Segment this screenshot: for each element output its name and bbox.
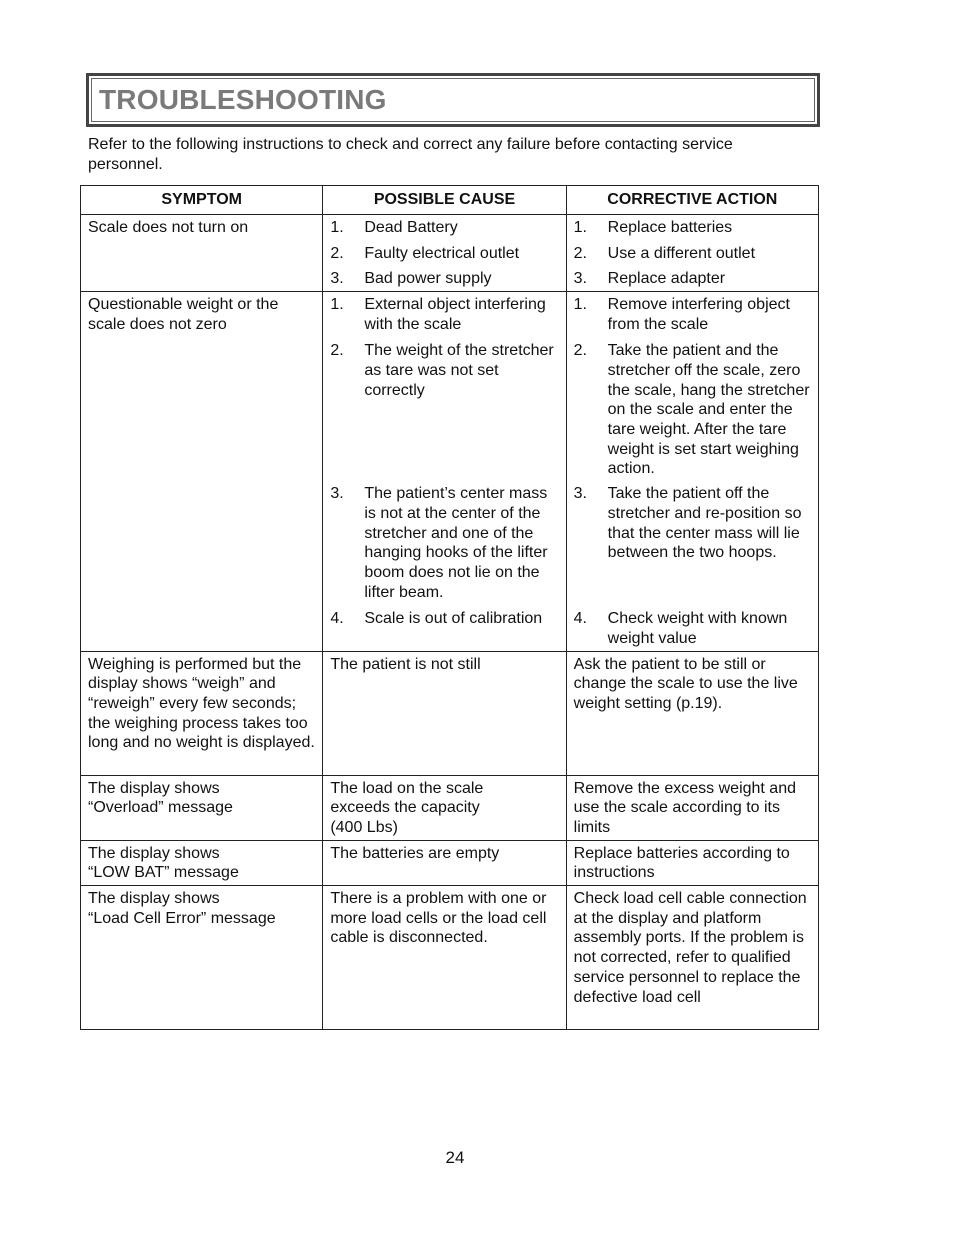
item-text: Bad power supply: [364, 270, 492, 288]
header-corrective-action: CORRECTIVE ACTION: [566, 186, 818, 215]
item-text: The weight of the stretcher as tare was not set correctly: [364, 342, 554, 399]
item-text: Replace batteries: [607, 219, 733, 236]
page-number: 24: [445, 1148, 465, 1167]
item-number: 2.: [573, 342, 587, 360]
item-number: 2.: [330, 244, 344, 262]
list-item: [574, 269, 811, 289]
intro-paragraph: Refer to the following instructions to check and correct any failure before contacting service personnel.: [88, 136, 733, 173]
item-number: 4.: [573, 610, 587, 628]
list-item: [330, 484, 558, 603]
item-text: Check weight with known weight value: [607, 610, 788, 647]
cause-cell: [323, 775, 566, 840]
item-number: 3.: [573, 270, 587, 288]
section-title-box: [86, 73, 820, 127]
list-item: [574, 244, 811, 264]
troubleshooting-table: [80, 185, 819, 1030]
list-item: [574, 341, 811, 478]
action-cell: [566, 215, 818, 292]
table-row: [81, 651, 819, 775]
cause-line: (400 Lbs): [330, 818, 398, 836]
item-text: Dead Battery: [364, 219, 458, 236]
symptom-cell: Scale does not turn on: [81, 215, 323, 292]
table-header-row: [81, 186, 819, 215]
item-text: External object interfering with the scale: [364, 296, 546, 333]
symptom-cell: [81, 840, 323, 885]
item-number: 1.: [330, 219, 344, 236]
list-item: [330, 218, 558, 238]
symptom-cell: Weighing is performed but the display shows “weigh” and “reweigh” every few seconds; the weighing process takes too long and no weight is displayed.: [81, 651, 323, 775]
table-row: [81, 840, 819, 885]
symptom-line: The display shows: [88, 779, 220, 797]
item-text: Faulty electrical outlet: [364, 244, 520, 262]
list-item: [574, 295, 811, 335]
item-number: 2.: [330, 342, 344, 360]
symptom-line: The display shows: [88, 844, 220, 862]
item-text: Use a different outlet: [607, 244, 756, 262]
symptom-line: The display shows: [88, 890, 220, 908]
item-text: Remove interfering object from the scale: [607, 296, 790, 333]
item-number: 4.: [330, 610, 344, 628]
item-number: 2.: [573, 244, 587, 262]
item-number: 3.: [330, 270, 344, 288]
cause-cell: [323, 292, 566, 651]
list-item: [330, 269, 558, 289]
cause-cell: The batteries are empty: [323, 840, 566, 885]
list-item: [330, 244, 558, 264]
list-item: [330, 341, 558, 478]
item-number: 1.: [573, 296, 587, 314]
cause-cell: There is a problem with one or more load cells or the load cell cable is disconnected.: [323, 886, 566, 1030]
list-item: [330, 609, 558, 629]
item-number: 1.: [330, 296, 344, 314]
item-text: Take the patient and the stretcher off the scale, zero the scale, hang the stretcher on the scale and enter the tare weight. After the tare weight is set start weighing action.: [607, 342, 810, 478]
symptom-cell: [81, 775, 323, 840]
item-text: Scale is out of calibration: [364, 610, 543, 628]
item-number: 3.: [573, 485, 587, 503]
header-possible-cause: POSSIBLE CAUSE: [323, 186, 566, 215]
item-text: Take the patient off the stretcher and re-position so that the center mass will lie between the two hoops.: [607, 485, 802, 562]
action-cell: Remove the excess weight and use the scale according to its limits: [566, 775, 818, 840]
list-item: [574, 609, 811, 648]
cause-cell: [323, 215, 566, 292]
table-row: [81, 886, 819, 1030]
list-item: [574, 218, 811, 238]
table-row: [81, 292, 819, 651]
header-symptom: SYMPTOM: [81, 186, 323, 215]
page-title: TROUBLESHOOTING: [99, 84, 387, 115]
table-row: [81, 215, 819, 292]
symptom-cell: [81, 886, 323, 1030]
symptom-line: “Overload” message: [88, 799, 233, 817]
cause-cell: The patient is not still: [323, 651, 566, 775]
symptom-cell: Questionable weight or the scale does not zero: [81, 292, 323, 651]
action-cell: Check load cell cable connection at the display and platform assembly ports. If the problem is not corrected, refer to qualified service personnel to replace the defective load cell: [566, 886, 818, 1030]
symptom-line: “LOW BAT” message: [88, 864, 239, 882]
symptom-line: “Load Cell Error” message: [88, 909, 276, 927]
item-text: The patient’s center mass is not at the center of the stretcher and one of the hanging hooks of the lifter boom does not lie on the lifter beam.: [364, 485, 548, 601]
list-item: [574, 484, 811, 603]
action-cell: Replace batteries according to instructions: [566, 840, 818, 885]
item-number: 3.: [330, 485, 344, 503]
action-cell: [566, 292, 818, 651]
cause-line: The load on the scale exceeds the capacity: [330, 779, 484, 817]
action-cell: Ask the patient to be still or change the scale to use the live weight setting (p.19).: [566, 651, 818, 775]
list-item: [330, 295, 558, 335]
table-row: [81, 775, 819, 840]
item-number: 1.: [573, 219, 587, 236]
item-text: Replace adapter: [607, 270, 726, 288]
